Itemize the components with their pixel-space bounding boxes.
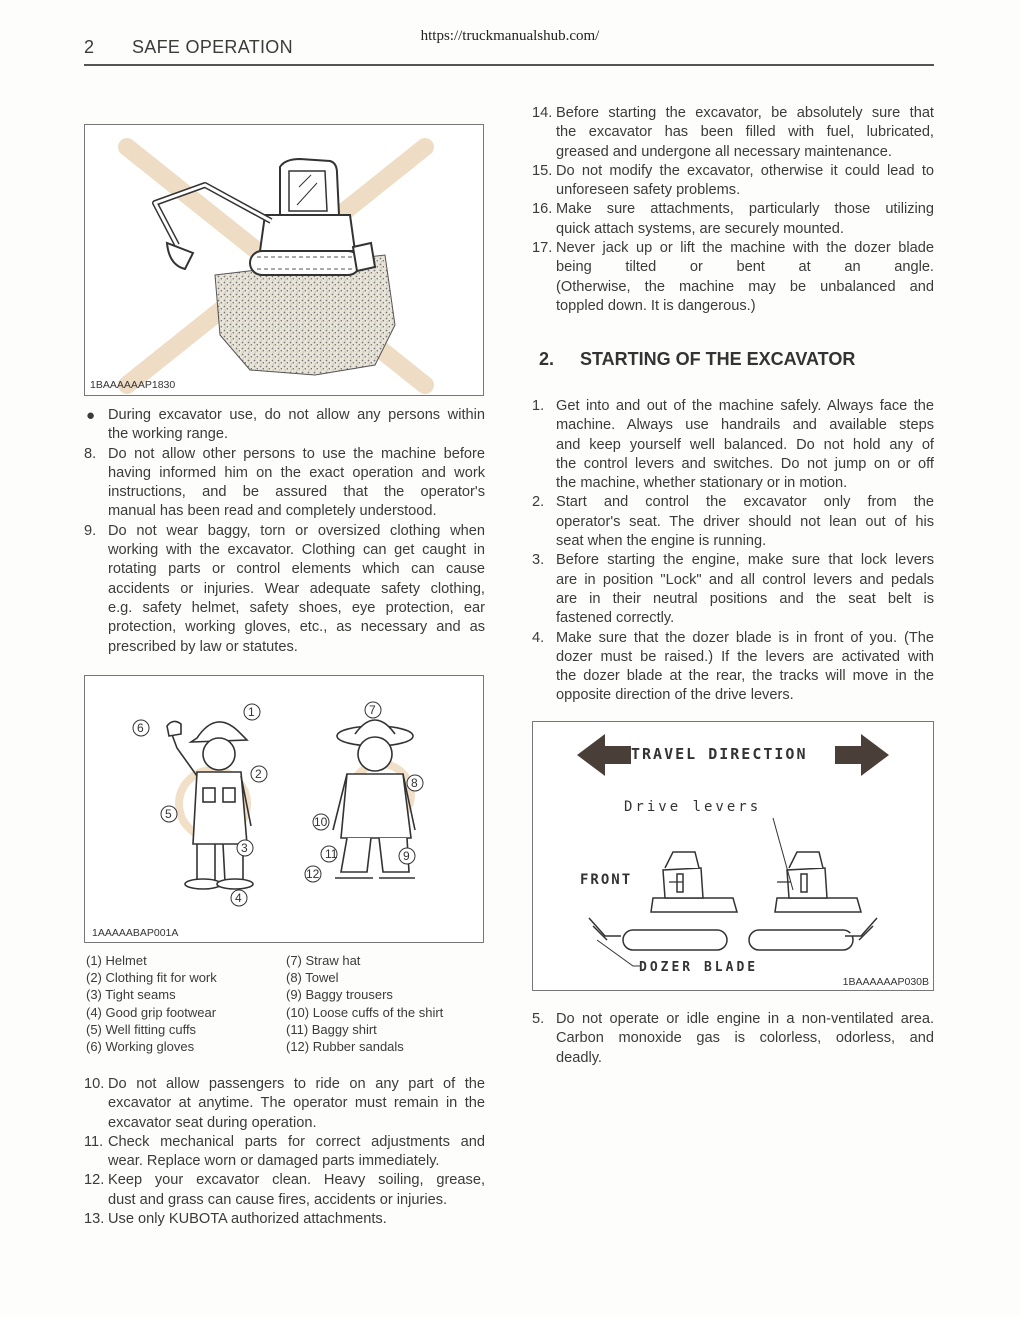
svg-text:12: 12 bbox=[306, 867, 320, 881]
legend-item: (10) Loose cuffs of the shirt bbox=[286, 1004, 444, 1020]
dozer-blade-label: DOZER BLADE bbox=[639, 960, 759, 975]
item-text-line: Check mechanical parts for correct adjustments and bbox=[108, 1133, 485, 1150]
item-text-line: Do not operate or idle engine in a non-ventilated area. bbox=[556, 1011, 934, 1027]
item-text-line: Get into and out of the machine safely. Always face the bbox=[556, 398, 934, 414]
svg-text:8: 8 bbox=[411, 776, 418, 790]
clothing-figure bbox=[84, 675, 484, 943]
list-item bbox=[84, 445, 485, 522]
item-text-line: manual has been read and completely understood. bbox=[108, 503, 437, 520]
item-text-line: Keep your excavator clean. Heavy soiling, grease, bbox=[108, 1172, 485, 1189]
svg-text:6: 6 bbox=[137, 721, 144, 735]
item-text-line: protection, working gloves, etc., as necessary and as bbox=[108, 619, 485, 636]
safety-list-left-continued bbox=[84, 1075, 485, 1229]
item-text-line: Make sure that the dozer blade is in front of you. (The bbox=[556, 629, 934, 646]
legend-item: (11) Baggy shirt bbox=[286, 1021, 377, 1037]
item-text-line: accidents or injuries. Wear adequate safety clothing, bbox=[108, 580, 485, 597]
svg-text:10: 10 bbox=[314, 815, 328, 829]
item-text-line: are in their neutral positions and the seat belt is bbox=[556, 590, 934, 607]
item-text-line: the machine, whether stationary or in motion. bbox=[556, 475, 848, 492]
item-text-line: (Otherwise, the machine may be unbalanced and bbox=[556, 278, 934, 295]
list-item bbox=[532, 629, 934, 706]
item-text-line: excavator seat during operation. bbox=[108, 1114, 317, 1131]
source-url[interactable]: https://truckmanualshub.com/ bbox=[420, 28, 600, 44]
item-number: 11. bbox=[84, 1133, 104, 1150]
item-text-line: are in position "Lock" and all control levers and pedals bbox=[556, 571, 934, 588]
item-text-line: excavator at anytime. The operator must remain in the bbox=[108, 1095, 485, 1112]
item-text-line: unforeseen safety problems. bbox=[556, 182, 741, 199]
item-text-line: opposite direction of the drive levers. bbox=[556, 687, 794, 704]
item-text-line: Do not allow passengers to ride on any part of the bbox=[108, 1076, 485, 1092]
item-text-line: operator's seat. The driver should not lean out of his bbox=[556, 513, 934, 530]
item-number: 9. bbox=[84, 522, 97, 539]
travel-direction-figure bbox=[532, 721, 934, 991]
item-text-line: the dozer blade at the rear, the tracks will move in the bbox=[556, 668, 934, 685]
item-text-line: Carbon monoxide gas is colorless, odorless, and bbox=[556, 1030, 934, 1047]
list-item bbox=[532, 104, 934, 162]
svg-text:9: 9 bbox=[403, 849, 410, 863]
legend-item: (2) Clothing fit for work bbox=[86, 970, 217, 986]
legend-item: (4) Good grip footwear bbox=[86, 1004, 217, 1020]
section-title: SAFE OPERATION bbox=[132, 37, 293, 57]
list-item bbox=[532, 1010, 934, 1068]
bullet-icon: ● bbox=[86, 407, 96, 424]
item-number: 10. bbox=[84, 1076, 105, 1092]
item-text-line: Do not wear baggy, torn or oversized clothing when bbox=[108, 522, 485, 539]
item-text-line: machine. Always use handrails and available steps bbox=[556, 417, 934, 434]
item-number: 8. bbox=[84, 445, 97, 462]
starting-steps-list bbox=[532, 397, 934, 706]
page-header bbox=[84, 37, 934, 65]
item-number: 13. bbox=[84, 1211, 105, 1228]
excavator-rear-view bbox=[749, 852, 877, 950]
svg-text:7: 7 bbox=[369, 703, 376, 717]
item-text-line: greased and undergone all necessary maintenance. bbox=[556, 143, 892, 160]
travel-direction-label: TRAVEL DIRECTION bbox=[631, 745, 808, 763]
list-item bbox=[532, 493, 934, 551]
item-text-line: the excavator has been filled with fuel, lubricated, bbox=[556, 124, 934, 141]
list-item bbox=[532, 200, 934, 239]
item-text-line: prescribed by law or statutes. bbox=[108, 638, 298, 655]
svg-text:4: 4 bbox=[235, 891, 242, 905]
item-text-line: toppled down. It is dangerous.) bbox=[556, 297, 756, 314]
list-item bbox=[84, 1171, 485, 1210]
item-text-line: Never jack up or lift the machine with the dozer blade bbox=[556, 240, 934, 257]
legend-item: (9) Baggy trousers bbox=[286, 987, 393, 1003]
list-item bbox=[84, 522, 485, 657]
item-text-line: dozer must be raised.) If the levers are activated with bbox=[556, 648, 934, 665]
item-text-line: instructions, and be assured that the operator's bbox=[108, 484, 485, 501]
item-number: 12. bbox=[84, 1172, 105, 1189]
item-text-line: Do not allow other persons to use the machine before bbox=[108, 445, 485, 462]
list-item bbox=[532, 162, 934, 201]
item-text-line: deadly. bbox=[556, 1049, 602, 1066]
header-rule bbox=[84, 64, 934, 66]
svg-text:11: 11 bbox=[325, 847, 338, 861]
list-item bbox=[532, 551, 934, 628]
legend-item: (5) Well fitting cuffs bbox=[86, 1021, 197, 1037]
front-label: FRONT bbox=[580, 872, 633, 888]
item-text-line: fastened correctly. bbox=[556, 610, 675, 627]
list-item bbox=[84, 1210, 485, 1229]
list-item bbox=[84, 1075, 485, 1133]
legend-item: (1) Helmet bbox=[86, 953, 147, 968]
legend-item: (7) Straw hat bbox=[286, 953, 361, 968]
item-text-line: Before starting the engine, make sure that lock levers bbox=[556, 552, 934, 569]
item-text-line: wear. Replace worn or damaged parts immediately. bbox=[108, 1153, 440, 1170]
item-number: 16. bbox=[532, 201, 553, 218]
list-item bbox=[84, 1133, 485, 1172]
item-number: 3. bbox=[532, 552, 545, 569]
item-text-line: During excavator use, do not allow any persons within bbox=[108, 407, 485, 423]
excavator-crossed-illustration bbox=[85, 125, 483, 395]
figure-id: 1BAAAAAAP030B bbox=[842, 976, 929, 988]
item-text-line: the working range. bbox=[108, 426, 229, 443]
page-number: 2 bbox=[84, 37, 95, 57]
item-text-line: e.g. safety helmet, safety shoes, eye protection, ear bbox=[108, 599, 485, 616]
item-text-line: dust and grass can cause fires, accidents or injuries. bbox=[108, 1191, 448, 1208]
clothing-legend-right bbox=[286, 952, 486, 1055]
excavator-warning-figure bbox=[84, 124, 484, 396]
legend-item: (3) Tight seams bbox=[86, 987, 176, 1003]
section-heading-title: STARTING OF THE EXCAVATOR bbox=[580, 349, 856, 369]
item-text-line: Before starting the excavator, be absolutely sure that bbox=[556, 105, 934, 121]
excavator-front-view bbox=[589, 852, 737, 950]
list-item bbox=[84, 406, 485, 445]
svg-text:3: 3 bbox=[241, 841, 248, 855]
clothing-illustration bbox=[85, 676, 483, 942]
item-text-line: Make sure attachments, particularly those utilizing bbox=[556, 201, 934, 218]
list-item bbox=[532, 397, 934, 493]
arrow-right-icon bbox=[835, 734, 889, 776]
starting-steps-list-continued bbox=[532, 1010, 934, 1068]
item-number: 14. bbox=[532, 105, 553, 121]
legend-item: (12) Rubber sandals bbox=[286, 1039, 404, 1055]
item-number: 5. bbox=[532, 1011, 545, 1027]
item-text-line: working with the excavator. Clothing can get caught in bbox=[108, 542, 485, 559]
legend-item: (8) Towel bbox=[286, 970, 339, 986]
svg-text:2: 2 bbox=[255, 767, 262, 781]
item-text-line: Do not modify the excavator, otherwise it could lead to bbox=[556, 162, 934, 179]
item-text-line: Start and control the excavator only from the bbox=[556, 494, 934, 511]
clothing-legend-left bbox=[86, 952, 281, 1055]
item-number: 17. bbox=[532, 240, 553, 257]
arrow-left-icon bbox=[577, 734, 631, 776]
legend-item: (6) Working gloves bbox=[86, 1039, 195, 1055]
figure-id: 1BAAAAAAP1830 bbox=[90, 379, 176, 391]
item-text-line: and keep yourself well balanced. Do not hold any of bbox=[556, 436, 934, 453]
item-text-line: quick attach systems, are securely mounted. bbox=[556, 220, 844, 237]
drive-levers-label: Drive levers bbox=[624, 799, 762, 815]
item-number: 15. bbox=[532, 162, 553, 179]
item-number: 1. bbox=[532, 398, 545, 414]
item-number: 4. bbox=[532, 629, 545, 646]
figure-id: 1AAAAABAP001A bbox=[92, 927, 179, 939]
section-number: 2. bbox=[539, 349, 555, 369]
item-text-line: the control levers and switches. Do not jump on or off bbox=[556, 455, 934, 472]
safety-list-right bbox=[532, 104, 934, 316]
item-number: 2. bbox=[532, 494, 545, 511]
svg-text:1: 1 bbox=[248, 705, 255, 719]
item-text-line: Use only KUBOTA authorized attachments. bbox=[108, 1211, 387, 1228]
list-item bbox=[532, 239, 934, 316]
item-text-line: having informed him on the exact operation and work bbox=[108, 464, 485, 481]
item-text-line: rotating parts or control elements which can cause bbox=[108, 561, 485, 578]
item-text-line: being tilted or bent at an angle. bbox=[556, 259, 934, 276]
safety-list-left bbox=[84, 406, 485, 657]
svg-text:5: 5 bbox=[165, 807, 172, 821]
item-text-line: seat when the engine is running. bbox=[556, 533, 767, 550]
